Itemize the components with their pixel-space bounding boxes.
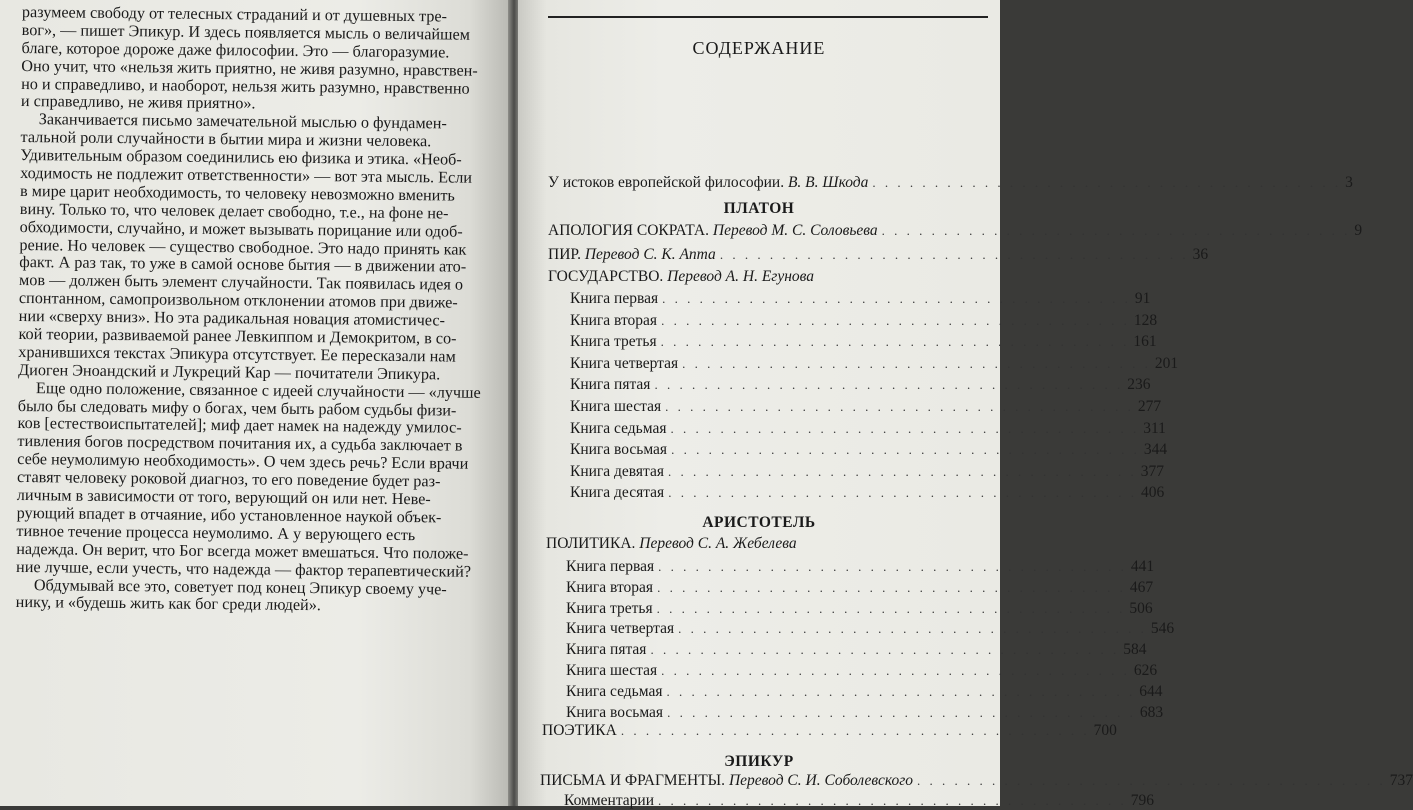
leader-dots: . . . . . . . . . . . . . . . . . . . . . . . . . . . . . . . . . . . . . . — [662, 291, 1131, 306]
toc-entry-label: Книга пятая — [570, 376, 651, 394]
toc-book-entry — [570, 462, 1165, 481]
toc-page-number: 277 — [1137, 398, 1162, 415]
leader-dots: . . . . . . . . . . . . . . . . . . . . . . . . . . . . . . . . . . . . . . — [620, 723, 1090, 738]
text-line: тивления богов посредством почитания их, а судьба заключает в — [17, 432, 463, 456]
toc-entry-label: Книга седьмая — [570, 419, 667, 437]
toc-page-number: 546 — [1150, 620, 1175, 638]
text-line: ходимость не подлежит ответственности» — вот эта мысль. Если — [20, 164, 473, 187]
leader-dots: . . . . . . . . . . . . . . . . . . . . . . . . . . . . . . . . . . . . . . — [881, 223, 1351, 238]
toc-book-entry — [566, 558, 1155, 576]
toc-entry-label: Книга пятая — [566, 641, 647, 659]
toc-page-number: 128 — [1133, 311, 1158, 329]
leader-dots: . . . . . . . . . . . . . . . . . . . . . . . . . . . . . . . . . . . . . . — [670, 420, 1140, 436]
text-line: Диоген Эноандский и Лукреций Кар — почитатели Эпикура. — [18, 360, 441, 384]
leader-dots: . . . . . . . . . . . . . . . . . . . . . . . . . . . . . . . . . . . . . . — [654, 377, 1124, 393]
toc-entry-label: АПОЛОГИЯ СОКРАТА. — [548, 222, 709, 239]
section-heading-epikur: ЭПИКУР — [724, 753, 794, 770]
toc-entry-label: ПИСЬМА И ФРАГМЕНТЫ. — [540, 772, 726, 789]
toc-entry-label: У истоков европейской философии. — [548, 174, 785, 191]
toc-page-number: 467 — [1129, 578, 1154, 596]
toc-page-number: 201 — [1154, 354, 1179, 372]
toc-page-number: 796 — [1130, 792, 1154, 809]
text-line: но и справедливо, и наоборот, нельзя жить разумно, нравственно — [21, 74, 470, 98]
text-line: Удивительным образом соединились ею физика и этика. «Необ- — [20, 146, 462, 169]
toc-entry-apology — [548, 222, 1363, 240]
leader-dots: . . . . . . . . . . . . . . . . . . . . . . . . . . . . . . . . . . . . . . — [671, 442, 1140, 458]
leader-dots: . . . . . . . . . . . . . . . . . . . . . . . . . . . . . . . . . . . . . . — [660, 334, 1130, 350]
text-line: хранившихся текстах Эпикура отсутствует. Ее пересказали нам — [18, 342, 456, 366]
toc-entry-label: ПОЛИТИКА. — [546, 535, 636, 552]
leader-dots: . . . . . . . . . . . . . . . . . . . . . . . . . . . . . . . . . . . . . . — [719, 247, 1189, 262]
text-line: рение. Но человек — существо свободное. Это надо принять как — [19, 235, 467, 259]
leader-dots: . . . . . . . . . . . . . . . . . . . . . . . . . . . . . . . . . . . . . . — [661, 312, 1130, 328]
text-line: было бы следовать мифу о богах, чем быть рабом судьбы физи- — [17, 396, 457, 420]
section-heading-aristotel: АРИСТОТЕЛЬ — [702, 514, 816, 531]
text-line: нику, и «будешь жить как бог среди людей». — [15, 593, 322, 615]
toc-page-number: 161 — [1133, 333, 1157, 351]
toc-entry-translator: Перевод С. А. Жебелева — [639, 535, 797, 552]
leader-dots: . . . . . . . . . . . . . . . . . . . . . . . . . . . . . . . . . . . . . . — [657, 579, 1126, 595]
toc-page-number: 377 — [1140, 462, 1165, 480]
toc-page-number: 683 — [1139, 703, 1164, 721]
text-line: вог», — пишет Эпикур. И здесь появляется мысль о величайшем — [21, 20, 471, 44]
text-line: тивное течение процесса неумолимо. А у верующего есть — [16, 521, 416, 544]
toc-entry-author: В. В. Шкода — [787, 174, 869, 191]
toc-book-entry — [566, 703, 1164, 722]
toc-entry-label: Книга шестая — [566, 662, 658, 679]
toc-entry-label: ГОСУДАРСТВО. — [548, 268, 664, 285]
toc-entry-label: Книга третья — [570, 333, 657, 351]
toc-entry-comments — [564, 792, 1154, 810]
toc-entry-label: Книга восьмая — [570, 441, 668, 459]
toc-page-number: 236 — [1127, 376, 1151, 394]
toc-page-number: 9 — [1354, 222, 1363, 239]
text-line: Заканчивается письмо замечательной мыслью о фундамен- — [38, 110, 447, 133]
leader-dots: . . . . . . . . . . . . . . . . . . . . . . . . . . . . . . . . . . . . . . — [668, 485, 1137, 501]
toc-book-entry — [570, 333, 1157, 351]
text-line: факт. А раз так, то уже в самой основе бытия — в движении ато- — [19, 253, 467, 277]
text-line: кой теории, развиваемой ранее Левкиппом и Демокритом, в со- — [18, 325, 457, 348]
text-line: Оно учит, что «нельзя жить приятно, не живя разумно, нравствен- — [21, 56, 478, 80]
toc-entry-letters — [540, 772, 1413, 790]
toc-entry-politics — [546, 535, 797, 553]
leader-dots: . . . . . . . . . . . . . . . . . . . . . . . . . . . . . . . . . . . . . . — [678, 621, 1147, 637]
toc-book-entry — [566, 620, 1175, 638]
toc-page-number: 91 — [1134, 290, 1151, 307]
toc-book-entry — [566, 599, 1153, 618]
toc-entry-symposium — [548, 246, 1209, 264]
toc-book-entry — [570, 484, 1165, 502]
text-line: ков [естествоиспытателей]; миф дает намек на надежду умилос- — [17, 414, 462, 438]
leader-dots: . . . . . . . . . . . . . . . . . . . . . . . . . . . . . . . . . . . . . . — [872, 175, 1342, 190]
toc-entry-translator: Перевод М. С. Соловьева — [712, 222, 878, 239]
toc-book-entry — [570, 419, 1166, 438]
toc-book-entry — [566, 682, 1163, 701]
leader-dots: . . . . . . . . . . . . . . . . . . . . . . . . . . . . . . . . . . . . . . — [658, 559, 1127, 574]
toc-entry-label: ПИР. — [548, 246, 581, 263]
toc-book-entry — [570, 354, 1179, 373]
toc-entry-intro — [548, 174, 1353, 192]
text-line: Еще одно положение, связанное с идеей случайности — «лучше — [35, 378, 481, 402]
leader-dots: . . . . . . . . . . . . . . . . . . . . . . . . . . . . . . . . . . . . . . — [682, 355, 1151, 371]
text-line: благе, которое дороже даже философии. Это — благоразумие. — [21, 38, 450, 62]
toc-page-number: 441 — [1130, 558, 1155, 575]
toc-page-number: 36 — [1192, 246, 1209, 263]
toc-title: СОДЕРЖАНИЕ — [692, 38, 826, 58]
toc-book-entry — [566, 641, 1147, 659]
essay-text — [15, 3, 481, 617]
toc-page-number: 311 — [1143, 419, 1166, 437]
toc-page-number: 626 — [1133, 662, 1158, 679]
text-line: тальной роли случайности в бытии мира и жизни человека. — [20, 128, 432, 151]
toc-entry-label: Книга третья — [566, 599, 653, 617]
toc-page-number: 406 — [1140, 484, 1165, 502]
toc-entry-label: Книга девятая — [570, 462, 665, 480]
toc-entry-label: Книга первая — [566, 558, 655, 575]
text-line: в мире царит необходимость, то человеку невозможно вменить — [19, 181, 455, 205]
toc-entry-label: Книга седьмая — [566, 682, 663, 700]
toc-entry-label: Книга шестая — [570, 398, 662, 415]
toc-book-entry — [570, 441, 1168, 459]
text-line: ние лучше, если учесть, что надежда — фактор терапевтический? — [16, 557, 472, 581]
leader-dots: . . . . . . . . . . . . . . . . . . . . . . . . . . . . . . . . . . . . . . — [917, 773, 1386, 788]
text-line: ставят человеку роковой диагноз, то его поведение будет раз- — [16, 468, 441, 491]
toc-entry-translator: Перевод С. И. Соболевского — [728, 772, 914, 789]
toc-entry-translator: Перевод А. Н. Егунова — [667, 268, 815, 285]
toc-page-number: 644 — [1139, 682, 1163, 700]
toc-book-entry — [570, 376, 1151, 394]
leader-dots: . . . . . . . . . . . . . . . . . . . . . . . . . . . . . . . . . . . . . . — [650, 642, 1120, 658]
toc-page-number: 700 — [1093, 722, 1117, 739]
toc-entry-label: Книга восьмая — [566, 703, 664, 721]
toc-book-entry — [566, 578, 1154, 597]
leader-dots: . . . . . . . . . . . . . . . . . . . . . . . . . . . . . . . . . . . . . . — [661, 663, 1130, 678]
text-line: мов — должен быть элемент случайности. Так появилась идея о — [19, 271, 464, 294]
leader-dots: . . . . . . . . . . . . . . . . . . . . . . . . . . . . . . . . . . . . . . — [658, 793, 1127, 808]
toc-entry-label: Книга четвертая — [570, 354, 679, 372]
toc-entry-translator: Перевод С. К. Апта — [584, 246, 716, 263]
text-line: себе неумолимую необходимость». О чем здесь речь? Если врачи — [17, 450, 469, 473]
toc-entry-label: Книга вторая — [566, 578, 654, 596]
toc-book-entry — [566, 662, 1158, 680]
toc-entry-republic — [548, 268, 814, 286]
text-line: обходимости, случайно, и может вызывать порицание или одоб- — [19, 217, 463, 241]
toc-entry-label: Комментарии — [564, 792, 654, 809]
toc-book-entry — [570, 311, 1158, 330]
text-line: личным в зависимости от того, верующий он или нет. Неве- — [16, 486, 431, 509]
toc-page-number: 584 — [1123, 641, 1147, 659]
right-page — [518, 0, 1413, 809]
text-line: Обдумывай все это, советует под конец Эпикур своему уче- — [33, 575, 447, 598]
toc-book-entry — [570, 398, 1162, 416]
left-page — [0, 0, 510, 806]
leader-dots: . . . . . . . . . . . . . . . . . . . . . . . . . . . . . . . . . . . . . . — [668, 463, 1137, 479]
toc-page-number: 344 — [1143, 441, 1168, 459]
toc-entry-label: Книга первая — [570, 290, 659, 307]
leader-dots: . . . . . . . . . . . . . . . . . . . . . . . . . . . . . . . . . . . . . . — [667, 704, 1136, 720]
toc-entry-poetics — [542, 722, 1117, 740]
toc-entry-label: ПОЭТИКА — [542, 722, 617, 739]
leader-dots: . . . . . . . . . . . . . . . . . . . . . . . . . . . . . . . . . . . . . . — [665, 399, 1134, 414]
toc-page-number: 3 — [1345, 174, 1353, 191]
toc-entry-label: Книга четвертая — [566, 620, 675, 638]
header-rule — [548, 16, 988, 18]
text-line: и справедливо, не живя приятно». — [20, 92, 256, 113]
text-line: нии «сверху вниз». Но эта радикальная новация атомистичес- — [18, 307, 446, 330]
text-line: разумеем свободу от телесных страданий и от душевных тре- — [21, 3, 448, 26]
text-line: спонтанном, самопроизвольном отклонении атомов при движе- — [18, 289, 458, 312]
toc-book-entry — [570, 290, 1151, 308]
toc-entry-label: Книга вторая — [570, 311, 658, 329]
toc-page-number: 737 — [1389, 772, 1413, 789]
section-heading-platon: ПЛАТОН — [723, 200, 795, 217]
text-line: рующий впадет в отчаяние, ибо установленное наукой объек- — [16, 503, 442, 527]
text-line: надежда. Он верит, что Бог всегда может вмешаться. Что положе- — [16, 539, 469, 563]
text-line: вину. Только то, что человек делает свободно, т.е., на фоне не- — [19, 199, 449, 223]
leader-dots: . . . . . . . . . . . . . . . . . . . . . . . . . . . . . . . . . . . . . . — [666, 683, 1136, 699]
toc-page-number: 506 — [1129, 599, 1153, 617]
toc-entry-label: Книга десятая — [570, 484, 665, 502]
leader-dots: . . . . . . . . . . . . . . . . . . . . . . . . . . . . . . . . . . . . . . — [656, 600, 1126, 616]
